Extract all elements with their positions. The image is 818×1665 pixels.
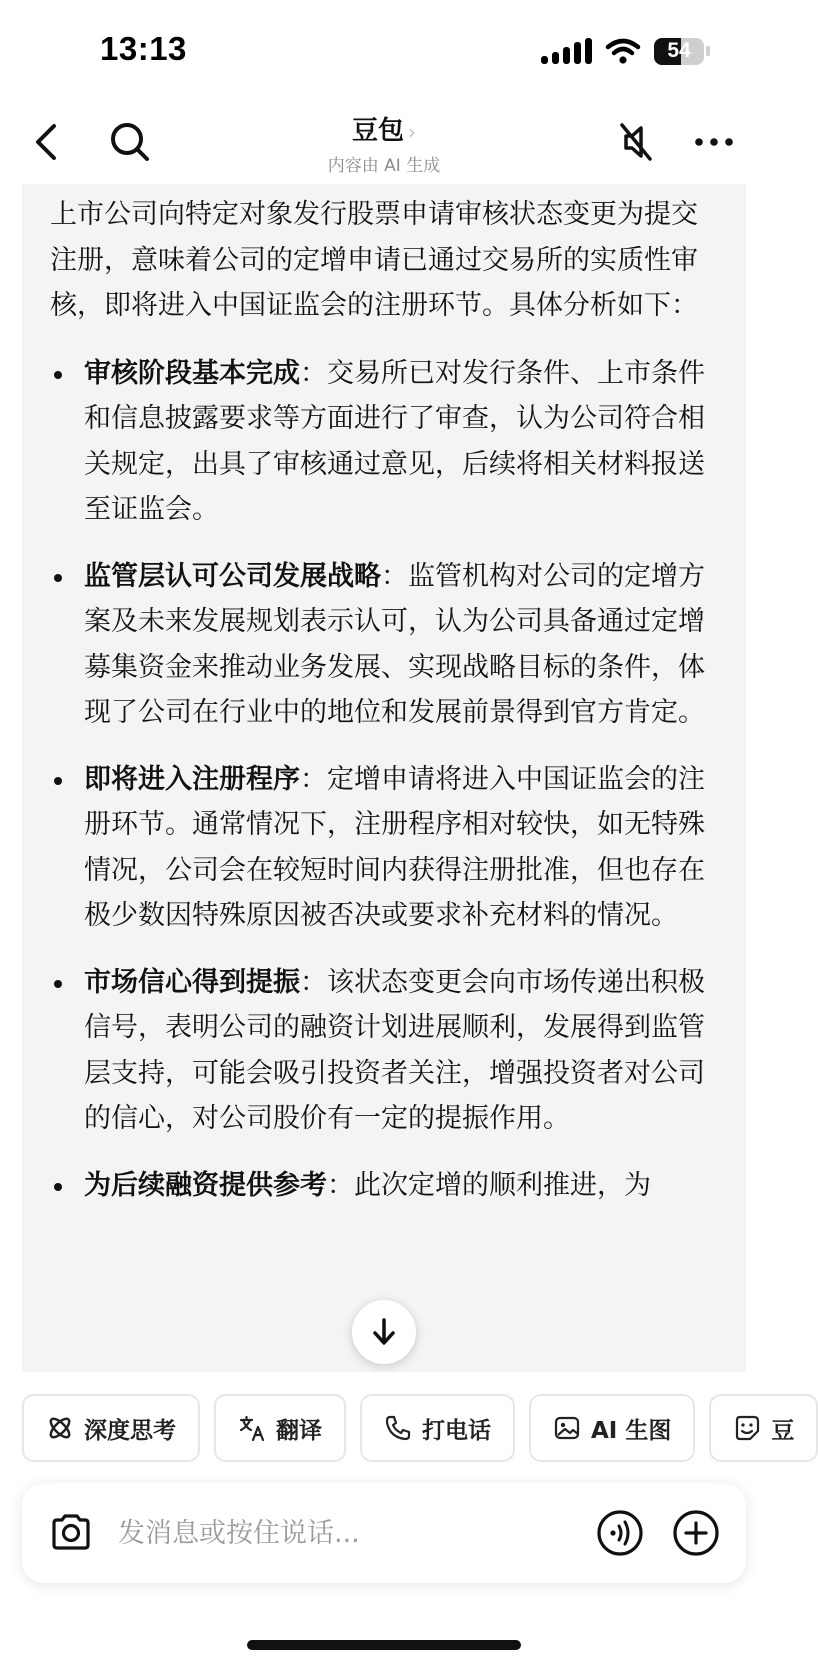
wifi-icon: [606, 38, 640, 64]
list-item: [50, 960, 714, 1142]
camera-button[interactable]: [48, 1509, 94, 1559]
cellular-signal-icon: [541, 38, 592, 64]
list-item: [50, 554, 714, 736]
atom-icon: [46, 1414, 74, 1442]
bullet-title: 市场信心得到提振: [84, 966, 300, 998]
more-dots-icon: [694, 137, 734, 147]
message-input[interactable]: [118, 1513, 498, 1553]
bullet-text: ：此次定增的顺利推进，为: [327, 1169, 651, 1201]
battery-percentage: 54: [667, 38, 691, 62]
list-item: [50, 1163, 714, 1209]
bullet-text: ：监管机构对公司的定增方案及未来发展规划表示认可，认为公司具备通过定增募集资金来推动业务发展、实现战略目标的条件，体现了公司在行业中的地位和发展前景得到官方肯定。: [84, 560, 705, 728]
bullet-title: 监管层认可公司发展战略: [84, 560, 381, 592]
chip-label: 打电话: [422, 1417, 491, 1444]
bullet-text: ：该状态变更会向市场传递出积极信号，表明公司的融资计划进展顺利，发展得到监管层支持，可能会吸引投资者关注，增强投资者对公司的信心，对公司股价有一定的提振作用。: [84, 966, 705, 1134]
battery-cap: [706, 46, 710, 56]
chip-ai-image[interactable]: [529, 1394, 695, 1462]
add-attachment-button[interactable]: [672, 1509, 720, 1561]
chip-label: 深度思考: [84, 1417, 176, 1444]
chip-label: 翻译: [276, 1417, 322, 1444]
status-time: 13:13: [100, 30, 187, 67]
plus-circle-icon: [672, 1509, 720, 1557]
chip-phone-call[interactable]: [360, 1394, 515, 1462]
status-bar: [0, 0, 768, 100]
voice-wave-icon: [596, 1509, 644, 1557]
translate-icon: [238, 1414, 266, 1442]
nav-bar: [0, 100, 768, 184]
bullet-text: ：交易所已对发行条件、上市条件和信息披露要求等方面进行了审查，认为公司符合相关规定，出具了审核通过意见，后续将相关材料报送至证监会。: [84, 357, 705, 525]
battery-icon: [654, 38, 704, 65]
sticker-icon: [733, 1414, 761, 1442]
list-item: [50, 757, 714, 939]
image-icon: [553, 1414, 581, 1442]
bullet-list: [50, 351, 714, 1209]
chip-deep-think[interactable]: [22, 1394, 200, 1462]
chip-translate[interactable]: [214, 1394, 346, 1462]
voice-call-button[interactable]: [596, 1509, 644, 1561]
bullet-title: 为后续融资提供参考: [84, 1169, 327, 1201]
home-indicator[interactable]: [247, 1640, 521, 1650]
phone-icon: [384, 1414, 412, 1442]
status-icons: [541, 36, 710, 66]
arrow-down-icon: [371, 1317, 397, 1347]
bullet-title: 即将进入注册程序: [84, 763, 300, 795]
chip-more[interactable]: [709, 1394, 818, 1462]
scroll-to-bottom-button[interactable]: [352, 1300, 416, 1364]
chip-label: AI 生图: [591, 1417, 672, 1444]
chip-label: 豆: [771, 1417, 795, 1444]
title-chevron-icon: ›: [408, 120, 416, 144]
list-item: [50, 351, 714, 533]
ai-message: [22, 184, 746, 1372]
speaker-muted-icon: [616, 121, 656, 163]
camera-icon: [48, 1509, 94, 1555]
ai-generated-note: 内容由 AI 生成: [327, 156, 441, 176]
page-title: 豆包: [351, 116, 404, 146]
message-intro: 上市公司向特定对象发行股票申请审核状态变更为提交注册，意味着公司的定增申请已通过交易所的实质性审核，即将进入中国证监会的注册环节。具体分析如下：: [50, 199, 698, 321]
bullet-title: 审核阶段基本完成: [84, 357, 300, 389]
bullet-text: ：定增申请将进入中国证监会的注册环节。通常情况下，注册程序相对较快，如无特殊情况，公司会在较短时间内获得注册批准，但也存在极少数因特殊原因被否决或要求补充材料的情况。: [84, 763, 705, 931]
message-composer: [22, 1483, 746, 1583]
quick-actions: [22, 1394, 818, 1462]
more-button[interactable]: [686, 114, 742, 170]
mute-button[interactable]: [608, 114, 664, 170]
